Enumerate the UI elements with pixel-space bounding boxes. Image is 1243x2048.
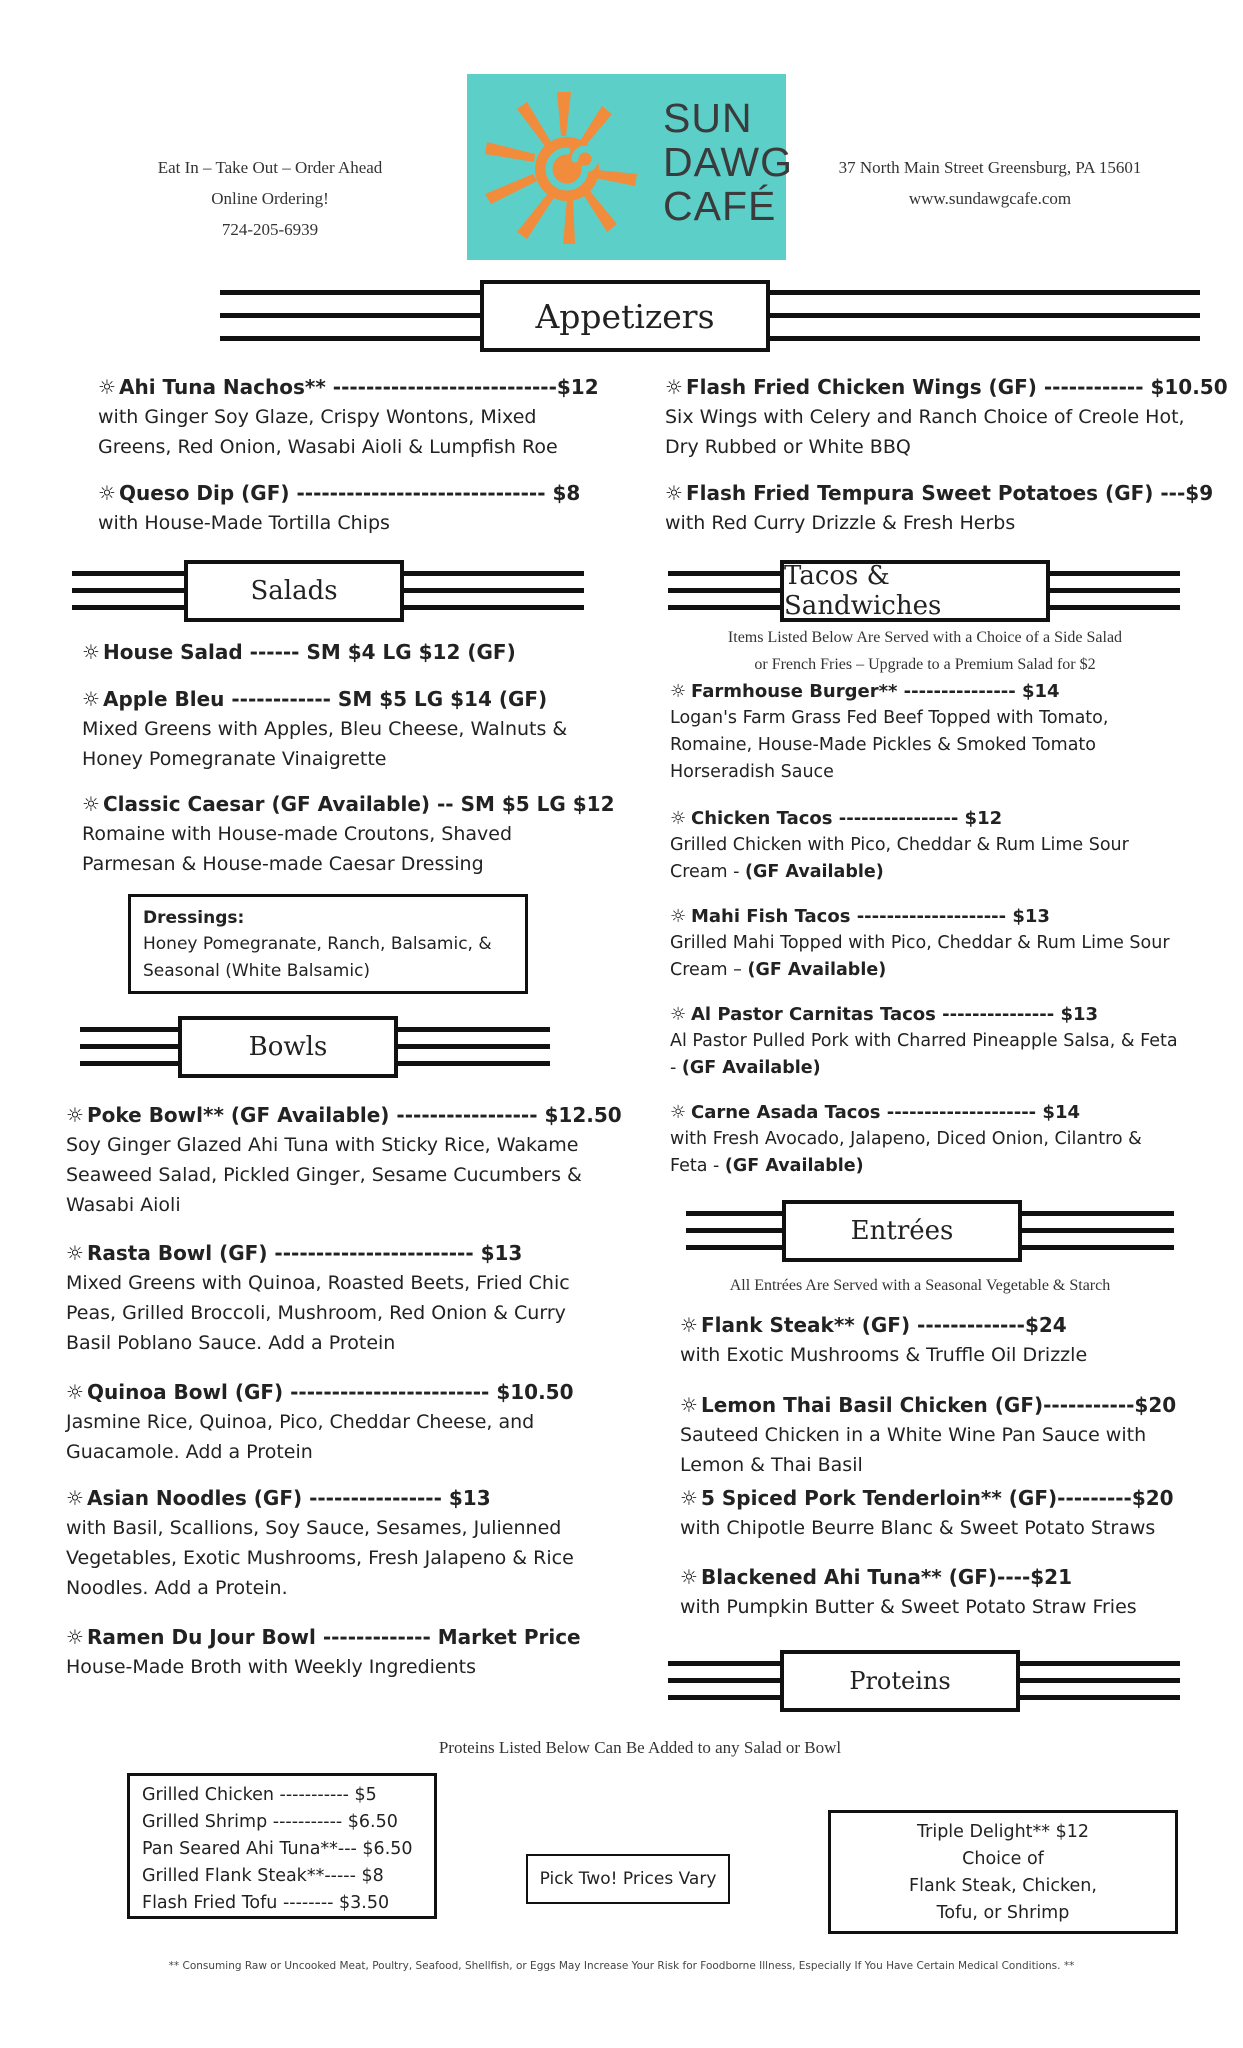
entrees-note: All Entrées Are Served with a Seasonal Vegetable & Starch — [729, 1277, 1111, 1294]
address: 37 North Main Street Greensburg, PA 15601 — [838, 158, 1142, 177]
protein-item: Grilled Chicken ----------- $5 — [142, 1785, 377, 1805]
tacos-heading: Tacos & Sandwiches — [780, 560, 1050, 622]
sun-icon — [467, 74, 657, 260]
menu-item-house-salad[interactable]: ☼ House Salad ------ SM $4 LG $12 (GF) — [82, 637, 582, 667]
menu-item-chicken-tacos[interactable]: ☼ Chicken Tacos ---------------- $12 Grilled Chicken with Pico, Cheddar & Rum Lime Sour Cream - (GF Available) — [670, 805, 1180, 886]
menu-item-rasta-bowl[interactable]: ☼ Rasta Bowl (GF) ------------------------ $13 Mixed Greens with Quinoa, Roasted Beets, Fried Chic Peas, Grilled Broccoli, Mushroom, Red Onion & Curry Basil Poblano Sauce. Add a Protein — [66, 1238, 586, 1358]
service-options: Eat In – Take Out – Order Ahead — [157, 158, 383, 177]
menu-item-ahi-tuna-nachos[interactable]: ☼ Ahi Tuna Nachos** ---------------------------$12 with Ginger Soy Glaze, Crispy Wontons, Mixed Greens, Red Onion, Wasabi Aioli & Lumpfish Roe — [98, 372, 563, 462]
salads-heading: Salads — [184, 560, 404, 622]
dressings-list: Honey Pomegranate, Ranch, Balsamic, & Seasonal (White Balsamic) — [143, 934, 492, 981]
menu-item-mahi-fish-tacos[interactable]: ☼ Mahi Fish Tacos -------------------- $13 Grilled Mahi Topped with Pico, Cheddar & Rum Lime Sour Cream – (GF Available) — [670, 903, 1180, 984]
proteins-note: Proteins Listed Below Can Be Added to any Salad or Bowl — [438, 1738, 842, 1757]
appetizers-banner — [220, 280, 1200, 352]
menu-item-lemon-thai-basil-chicken[interactable]: ☼ Lemon Thai Basil Chicken (GF)-----------$20 Sauteed Chicken in a White Wine Pan Sauce with Lemon & Thai Basil — [680, 1390, 1200, 1480]
sun-bullet-icon: ☼ — [66, 1241, 84, 1265]
phone-number[interactable]: 724-205-6939 — [221, 220, 319, 239]
sun-bullet-icon: ☼ — [670, 1102, 687, 1123]
header-left-info — [110, 152, 430, 245]
proteins-list-box — [127, 1773, 437, 1919]
dressings-title: Dressings: — [143, 908, 245, 928]
entrees-banner — [686, 1200, 1174, 1262]
menu-item-carne-asada-tacos[interactable]: ☼ Carne Asada Tacos -------------------- $14 with Fresh Avocado, Jalapeno, Diced Onion, Cilantro & Feta - (GF Available) — [670, 1099, 1180, 1180]
menu-item-classic-caesar[interactable]: ☼ Classic Caesar (GF Available) -- SM $5 LG $12 Romaine with House-made Croutons, Shaved Parmesan & House-made Caesar Dressing — [82, 789, 582, 879]
entrees-heading: Entrées — [782, 1200, 1022, 1262]
sun-bullet-icon: ☼ — [680, 1313, 698, 1337]
pick-two-box: Pick Two! Prices Vary — [526, 1854, 730, 1904]
sun-bullet-icon: ☼ — [82, 640, 100, 664]
menu-item-poke-bowl[interactable]: ☼ Poke Bowl** (GF Available) ----------------- $12.50 Soy Ginger Glazed Ahi Tuna with Sticky Rice, Wakame Seaweed Salad, Pickled Ginger, Sesame Cucumbers & Wasabi Aioli — [66, 1100, 586, 1220]
menu-item-ramen-du-jour[interactable]: ☼ Ramen Du Jour Bowl ------------- Market Price House-Made Broth with Weekly Ingredients — [66, 1622, 586, 1682]
sun-bullet-icon: ☼ — [670, 1004, 687, 1025]
sun-bullet-icon: ☼ — [670, 906, 687, 927]
logo-text: SUN DAWG CAFÉ — [663, 95, 794, 229]
protein-item: Grilled Shrimp ----------- $6.50 — [142, 1812, 398, 1832]
proteins-banner — [668, 1650, 1180, 1712]
food-safety-disclaimer: ** Consuming Raw or Uncooked Meat, Poultry, Seafood, Shellfish, or Eggs May Increase Your Risk for Foodborne Illness, Especially If You Have Certain Medical Conditions. ** — [168, 1960, 1075, 1972]
bowls-heading: Bowls — [178, 1016, 398, 1078]
protein-item: Flash Fried Tofu -------- $3.50 — [142, 1893, 390, 1913]
header-right-info — [800, 152, 1180, 214]
menu-item-flash-fried-wings[interactable]: ☼ Flash Fried Chicken Wings (GF) ------------ $10.50 Six Wings with Celery and Ranch Choice of Creole Hot, Dry Rubbed or White BBQ — [665, 372, 1185, 462]
protein-item: Pan Seared Ahi Tuna**--- $6.50 — [142, 1839, 413, 1859]
sun-bullet-icon: ☼ — [665, 481, 683, 505]
menu-item-apple-bleu[interactable]: ☼ Apple Bleu ------------ SM $5 LG $14 (GF) Mixed Greens with Apples, Bleu Cheese, Walnuts & Honey Pomegranate Vinaigrette — [82, 684, 582, 774]
salads-banner — [72, 560, 584, 622]
sun-bullet-icon: ☼ — [670, 808, 687, 829]
sun-bullet-icon: ☼ — [680, 1565, 698, 1589]
menu-item-quinoa-bowl[interactable]: ☼ Quinoa Bowl (GF) ------------------------ $10.50 Jasmine Rice, Quinoa, Pico, Cheddar Cheese, and Guacamole. Add a Protein — [66, 1377, 586, 1467]
sun-bullet-icon: ☼ — [66, 1486, 84, 1510]
sun-bullet-icon: ☼ — [665, 375, 683, 399]
menu-item-asian-noodles[interactable]: ☼ Asian Noodles (GF) ---------------- $13 with Basil, Scallions, Soy Sauce, Sesames, Julienned Vegetables, Exotic Mushrooms, Fresh Jalapeno & Rice Noodles. Add a Protein. — [66, 1483, 586, 1603]
menu-item-tempura-sweet-potatoes[interactable]: ☼ Flash Fried Tempura Sweet Potatoes (GF) ---$9 with Red Curry Drizzle & Fresh Herbs — [665, 478, 1185, 538]
sun-bullet-icon: ☼ — [680, 1486, 698, 1510]
bowls-banner — [80, 1016, 550, 1078]
menu-item-flank-steak[interactable]: ☼ Flank Steak** (GF) -------------$24 with Exotic Mushrooms & Truffle Oil Drizzle — [680, 1310, 1200, 1370]
sun-bullet-icon: ☼ — [680, 1393, 698, 1417]
logo — [467, 74, 794, 260]
tacos-banner — [668, 560, 1180, 622]
protein-item: Grilled Flank Steak**----- $8 — [142, 1866, 384, 1886]
triple-delight-box: Triple Delight** $12 Choice of Flank Steak, Chicken, Tofu, or Shrimp — [828, 1810, 1178, 1934]
tacos-note: Items Listed Below Are Served with a Choice of a Side Salad or French Fries – Upgrade to a Premium Salad for $2 — [727, 629, 1123, 673]
online-ordering-link[interactable]: Online Ordering! — [211, 189, 329, 208]
menu-item-blackened-ahi-tuna[interactable]: ☼ Blackened Ahi Tuna** (GF)----$21 with Pumpkin Butter & Sweet Potato Straw Fries — [680, 1562, 1200, 1622]
menu-item-pork-tenderloin[interactable]: ☼ 5 Spiced Pork Tenderloin** (GF)---------$20 with Chipotle Beurre Blanc & Sweet Potato Straws — [680, 1483, 1200, 1543]
sun-bullet-icon: ☼ — [82, 687, 100, 711]
proteins-heading: Proteins — [780, 1650, 1020, 1712]
menu-item-al-pastor-tacos[interactable]: ☼ Al Pastor Carnitas Tacos --------------- $13 Al Pastor Pulled Pork with Charred Pineapple Salsa, & Feta - (GF Available) — [670, 1001, 1180, 1082]
sun-bullet-icon: ☼ — [98, 481, 116, 505]
sun-bullet-icon: ☼ — [66, 1380, 84, 1404]
sun-bullet-icon: ☼ — [66, 1103, 84, 1127]
sun-bullet-icon: ☼ — [66, 1625, 84, 1649]
sun-bullet-icon: ☼ — [82, 792, 100, 816]
menu-item-queso-dip[interactable]: ☼ Queso Dip (GF) ------------------------------ $8 with House-Made Tortilla Chips — [98, 478, 563, 538]
dressings-box — [128, 894, 528, 994]
appetizers-heading: Appetizers — [480, 280, 770, 352]
sun-bullet-icon: ☼ — [98, 375, 116, 399]
menu-item-farmhouse-burger[interactable]: ☼ Farmhouse Burger** --------------- $14 Logan's Farm Grass Fed Beef Topped with Tomato, Romaine, House-Made Pickles & Smoked Tomato Horseradish Sauce — [670, 678, 1180, 786]
sun-bullet-icon: ☼ — [670, 681, 687, 702]
website-link[interactable]: www.sundawgcafe.com — [908, 189, 1072, 208]
